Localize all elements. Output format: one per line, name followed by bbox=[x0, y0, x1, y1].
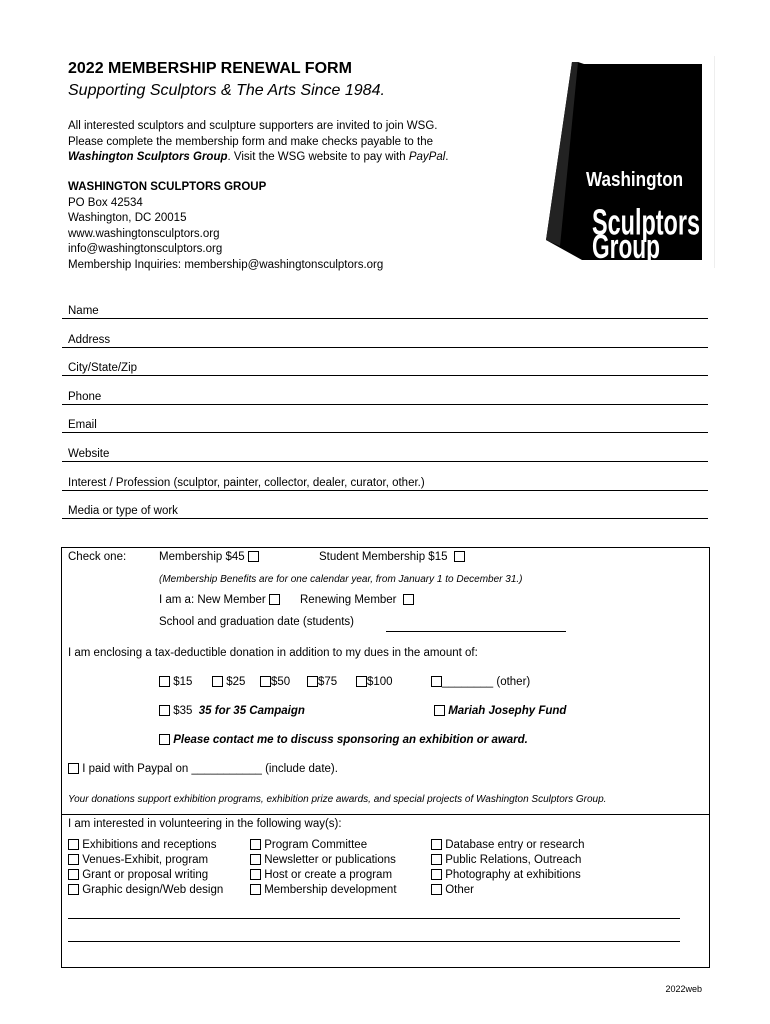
donation-75-checkbox[interactable] bbox=[307, 676, 318, 687]
volunteer-checkbox[interactable] bbox=[431, 884, 442, 895]
support-note: Your donations support exhibition programs, exhibition prize awards, and special projects of Washington Sculptors Group. bbox=[68, 794, 607, 805]
logo-graphic bbox=[532, 56, 714, 268]
org-contact bbox=[68, 180, 383, 273]
donation-50-option[interactable]: $50 bbox=[260, 676, 290, 688]
donation-50-checkbox[interactable] bbox=[260, 676, 271, 687]
city-state-zip-field[interactable]: City/State/Zip bbox=[62, 355, 708, 376]
contact-sponsoring-checkbox[interactable] bbox=[159, 734, 170, 745]
org-inquiries: Membership Inquiries: membership@washingtonsculptors.org bbox=[68, 258, 384, 271]
volunteer-checkbox[interactable] bbox=[250, 869, 261, 880]
school-label: School and graduation date (students) bbox=[159, 616, 354, 628]
donation-100-checkbox[interactable] bbox=[356, 676, 367, 687]
volunteer-checkbox[interactable] bbox=[68, 869, 79, 880]
membership-45-checkbox[interactable] bbox=[248, 551, 259, 562]
donation-other-option[interactable]: ________ (other) bbox=[431, 676, 530, 688]
school-date-line[interactable] bbox=[386, 631, 566, 632]
org-email[interactable]: info@washingtonsculptors.org bbox=[68, 243, 223, 255]
donation-25-checkbox[interactable] bbox=[212, 676, 223, 687]
email-field[interactable]: Email bbox=[62, 412, 708, 433]
media-field[interactable]: Media or type of work bbox=[62, 498, 708, 519]
mariah-fund-option[interactable]: Mariah Josephy Fund bbox=[434, 705, 566, 717]
logo-word-1: Washington bbox=[586, 167, 684, 191]
org-po-box: PO Box 42534 bbox=[68, 196, 143, 209]
donation-25-option[interactable]: $25 bbox=[212, 676, 245, 688]
membership-45-option[interactable]: Membership $45 bbox=[159, 551, 259, 563]
volunteer-option[interactable]: Host or create a program bbox=[250, 869, 392, 881]
mariah-fund-checkbox[interactable] bbox=[434, 705, 445, 716]
contact-sponsoring-option[interactable]: Please contact me to discuss sponsoring an exhibition or award. bbox=[159, 734, 528, 746]
volunteer-option[interactable]: Venues-Exhibit, program bbox=[68, 854, 208, 866]
phone-field[interactable]: Phone bbox=[62, 384, 708, 405]
form-title: 2022 MEMBERSHIP RENEWAL FORM bbox=[68, 60, 352, 77]
org-city: Washington, DC 20015 bbox=[68, 212, 187, 224]
check-one-label: Check one: bbox=[68, 551, 127, 563]
volunteer-checkbox[interactable] bbox=[250, 839, 261, 850]
donation-intro: I am enclosing a tax-deductible donation in addition to my dues in the amount of: bbox=[68, 647, 478, 659]
volunteer-option[interactable]: Other bbox=[431, 884, 474, 896]
donation-15-option[interactable]: $15 bbox=[159, 676, 192, 688]
logo-word-3: Group bbox=[592, 228, 660, 266]
form-subtitle: Supporting Sculptors & The Arts Since 1984. bbox=[68, 82, 385, 99]
student-membership-checkbox[interactable] bbox=[454, 551, 465, 562]
new-member-checkbox[interactable] bbox=[269, 594, 280, 605]
volunteer-checkbox[interactable] bbox=[431, 854, 442, 865]
volunteer-checkbox[interactable] bbox=[68, 884, 79, 895]
wsg-logo bbox=[532, 56, 715, 268]
volunteer-checkbox[interactable] bbox=[68, 854, 79, 865]
volunteer-intro: I am interested in volunteering in the following way(s): bbox=[68, 818, 342, 830]
donation-35-checkbox[interactable] bbox=[159, 705, 170, 716]
renewing-member-option[interactable]: Renewing Member bbox=[300, 594, 414, 606]
volunteer-notes-line[interactable] bbox=[68, 941, 680, 942]
volunteer-option[interactable]: Grant or proposal writing bbox=[68, 869, 208, 881]
donation-15-checkbox[interactable] bbox=[159, 676, 170, 687]
interest-profession-field[interactable]: Interest / Profession (sculptor, painter, collector, dealer, curator, other.) bbox=[62, 470, 708, 491]
volunteer-checkbox[interactable] bbox=[431, 869, 442, 880]
org-name: WASHINGTON SCULPTORS GROUP bbox=[68, 181, 267, 193]
paypal-paid-option[interactable]: I paid with Paypal on ___________ (include date). bbox=[68, 763, 338, 775]
new-member-option[interactable]: I am a: New Member bbox=[159, 594, 280, 606]
website-field[interactable]: Website bbox=[62, 441, 708, 462]
volunteer-checkbox[interactable] bbox=[250, 884, 261, 895]
logo-word-2: Sculptors bbox=[592, 202, 700, 243]
paypal-paid-checkbox[interactable] bbox=[68, 763, 79, 774]
volunteer-checkbox[interactable] bbox=[431, 839, 442, 850]
donation-100-option[interactable]: $100 bbox=[356, 676, 393, 688]
membership-section bbox=[61, 547, 710, 815]
name-field[interactable]: Name bbox=[62, 298, 708, 319]
volunteer-option[interactable]: Program Committee bbox=[250, 839, 367, 851]
volunteer-section bbox=[61, 814, 710, 968]
donation-35-option[interactable]: $35 35 for 35 Campaign bbox=[159, 705, 305, 717]
volunteer-option[interactable]: Public Relations, Outreach bbox=[431, 854, 581, 866]
intro-text: All interested sculptors and sculpture supporters are invited to join WSG. Please complete the membership form and make checks payable to the Washington Sculptors Group. Visit the WSG website to pay with PayPal. bbox=[68, 120, 449, 163]
address-field[interactable]: Address bbox=[62, 327, 708, 348]
student-membership-option[interactable]: Student Membership $15 bbox=[319, 551, 465, 563]
volunteer-option[interactable]: Database entry or research bbox=[431, 839, 585, 851]
volunteer-option[interactable]: Photography at exhibitions bbox=[431, 869, 581, 881]
volunteer-option[interactable]: Graphic design/Web design bbox=[68, 884, 223, 896]
volunteer-notes-line[interactable] bbox=[68, 918, 680, 919]
benefits-note: (Membership Benefits are for one calendar year, from January 1 to December 31.) bbox=[159, 574, 523, 585]
volunteer-checkbox[interactable] bbox=[250, 854, 261, 865]
volunteer-option[interactable]: Exhibitions and receptions bbox=[68, 839, 216, 851]
renewing-member-checkbox[interactable] bbox=[403, 594, 414, 605]
volunteer-option[interactable]: Membership development bbox=[250, 884, 397, 896]
donation-75-option[interactable]: $75 bbox=[307, 676, 337, 688]
footer-code: 2022web bbox=[665, 984, 702, 994]
volunteer-checkbox[interactable] bbox=[68, 839, 79, 850]
volunteer-option[interactable]: Newsletter or publications bbox=[250, 854, 396, 866]
org-website[interactable]: www.washingtonsculptors.org bbox=[68, 227, 220, 240]
donation-other-checkbox[interactable] bbox=[431, 676, 442, 687]
